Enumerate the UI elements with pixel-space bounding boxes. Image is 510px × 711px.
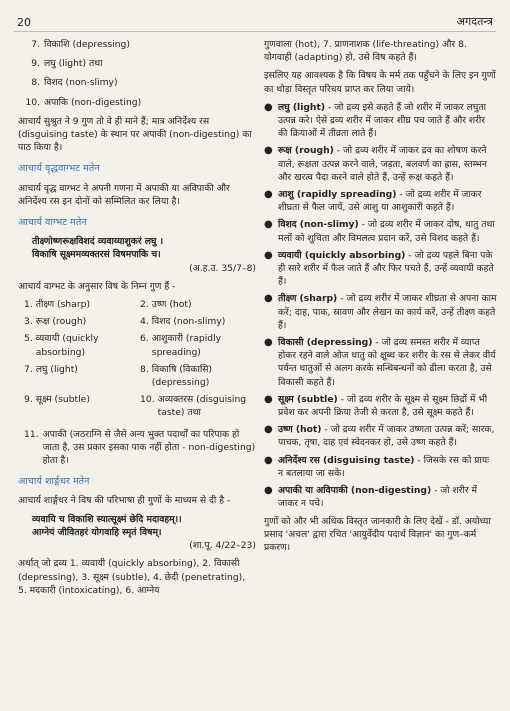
bullet-desc: - जो द्रव्य शरीर में जाकर द्रव का शोषण करने वाले, रूक्षता उत्पन्न करने वाले, जड़ता, बलवर्ण का ह्रास, स्तम्भन और खरत्व पैदा करने वाले होते हैं, उन्हें रूक्ष कहते हैं। <box>278 145 487 183</box>
grid-item <box>24 363 140 389</box>
bullet-item <box>264 101 497 141</box>
grid-item <box>24 315 140 328</box>
item-number: 9. <box>31 58 40 70</box>
item-text: उष्ण (hot) <box>151 299 192 311</box>
bullet-icon: ● <box>264 145 273 157</box>
bullet-term: अनिर्देश्य रस (disguising taste) <box>278 454 415 466</box>
bullet-term: आशु (rapidly spreading) <box>278 189 397 201</box>
bullet-item <box>264 393 497 419</box>
item-number: 8. <box>140 363 149 375</box>
grid-item <box>140 393 256 419</box>
item-number: 2. <box>140 299 149 311</box>
section-heading: आचार्य वाग्भट मतेन <box>18 217 87 229</box>
book-title: अगदतन्त्र <box>456 15 493 28</box>
item-text: विशद (non-slimy) <box>44 77 118 89</box>
page-header <box>0 0 510 34</box>
item-number: 10. <box>140 394 155 406</box>
paragraph-intro: इसलिए यह आवश्यक है कि विषय के मर्म तक पहुँचने के लिए इन गुणों का थोड़ा विस्तृत परिचय प्राप्त कर लिया जाये। <box>264 70 496 95</box>
bullet-icon: ● <box>264 293 273 305</box>
bullet-term: रूक्ष (rough) <box>278 145 334 157</box>
bullet-icon: ● <box>264 337 273 349</box>
bullet-item <box>264 423 497 449</box>
list-item <box>18 57 256 70</box>
item-text: आशुकारी (rapidly spreading) <box>151 333 222 358</box>
verse-reference: (अ.ह.उ. 35/7–8) <box>189 262 256 274</box>
item-number: 8. <box>31 77 40 89</box>
list-item <box>18 76 256 89</box>
item-number: 9. <box>24 394 33 406</box>
bullet-desc: - जो द्रव्य शरीर में जाकर शीघ्रता से फैल जायें, उसे आशु या आशुकारी कहते हैं। <box>278 189 482 214</box>
bullet-desc: - जो द्रव्य शरीर में जाकर उष्णता उत्पन्न करें; सारक, पाचक, तृषा, दाह एवं स्वेदनकर हो, उसे उष्ण कहते हैं। <box>278 424 495 449</box>
bullet-item <box>264 484 497 510</box>
verse-line: व्यवायि च विकाशि स्यात्सूक्ष्मं छेदि मदावहम्।। <box>32 513 182 525</box>
item-number: 5. <box>24 333 33 345</box>
verse-reference: (शा.पू. 4/22–23) <box>189 540 256 552</box>
verse-line: तीक्ष्णोष्णरूक्षविशदं व्यवाय्याशुकरं लघु । <box>32 236 164 248</box>
item-number: 7. <box>31 39 40 50</box>
bullet-item <box>264 336 497 389</box>
verse-line: आग्नेयं जीवितहरं योगवाहि स्मृतं विषम्। <box>32 526 162 538</box>
bullet-desc: - जो द्रव्य शरीर में जाकर शीघ्रता से अपना काम करें; दाह, पाक, स्रावण और लेखन का कार्य करें, उन्हें तीक्ष्ण कहते हैं। <box>278 293 497 331</box>
bullet-desc: - जो द्रव्य शरीर में जाकर दोष, धातु तथा मलों को शुचिता और विमलत्व प्रदान करें, उसे विशद कहते हैं। <box>278 219 495 244</box>
item-number: 7. <box>24 363 33 375</box>
bullet-desc: - जो शरीर में जाकर न पचे। <box>278 485 478 510</box>
item-number: 3. <box>24 316 33 328</box>
item-number: 11. <box>24 428 39 440</box>
section-heading: आचार्य वृद्धवाग्भट मतेन <box>18 163 100 175</box>
left-column <box>18 38 256 602</box>
qualities-bullets <box>264 101 497 511</box>
paragraph-vagbhata: आचार्य वाग्भट के अनुसार विष के निम्न गुण हैं - <box>18 280 176 292</box>
bullet-item <box>264 218 497 244</box>
bullet-item <box>264 292 497 332</box>
bullet-term: सूक्ष्म (subtle) <box>278 393 338 405</box>
bullet-icon: ● <box>264 101 273 113</box>
bullet-desc: - जो द्रव्य शरीर के सूक्ष्म से सूक्ष्म छिद्रों में भी प्रवेश कर अपनी क्रिया तेजी से करता है, उसे सूक्ष्म कहते हैं। <box>278 393 488 419</box>
bullet-term: विशद (non-slimy) <box>278 219 359 231</box>
header-rule <box>14 31 496 32</box>
item-number: 1. <box>24 299 33 311</box>
item-text: अपाकि (non-digesting) <box>44 96 142 108</box>
bullet-icon: ● <box>264 189 273 201</box>
bullet-desc: - जिसके रस को प्रायः न बतलाया जा सके। <box>278 454 490 479</box>
grid-item <box>24 298 140 311</box>
item-text: लघु (light) <box>35 363 78 375</box>
item-text: रूक्ष (rough) <box>35 316 87 328</box>
item-text: विशद (non-slimy) <box>151 316 226 328</box>
bullet-icon: ● <box>264 424 273 436</box>
paragraph-meaning: अर्थात् जो द्रव्य 1. व्यवायी (quickly absorbing), 2. विकासी (depressing), 3. सूक्ष्म (subtle), 4. छेदी (penetrating), 5. मदकारी (intoxicating), 6. आग्नेय <box>18 558 246 596</box>
bullet-term: उष्ण (hot) <box>278 424 322 436</box>
bullet-desc: - जो द्रव्य समस्त शरीर में व्याप्त होकर रहने वाले ओज धातु को क्षुब्ध कर शरीर के रस से लेकर वीर्य पर्यन्त धातुओं से अलग करके सन्धिबन्धनों को ढीला करता है, उसे विकासी कहते हैं। <box>278 337 496 388</box>
paragraph-vriddha-vagbhata: आचार्य वृद्ध वाग्भट ने अपनी गणना में अपाकी या अविपाकी और अनिर्देश्य रस इन दोनों को सम्मिलित कर लिया है। <box>18 182 230 207</box>
item-number: 6. <box>140 333 149 345</box>
item-text: सूक्ष्म (subtle) <box>35 394 90 406</box>
bullet-icon: ● <box>264 249 273 261</box>
grid-item <box>140 363 256 389</box>
grid-item <box>140 298 256 311</box>
item-number: 10. <box>25 96 40 108</box>
grid-item <box>24 393 140 419</box>
bullet-term: लघु (light) <box>278 101 326 113</box>
item-text: लघु (light) तथा <box>44 58 103 70</box>
bullet-term: अपाकी या अविपाकी (non-digesting) <box>278 485 432 497</box>
grid-item <box>140 332 256 358</box>
item-text: तीक्ष्ण (sharp) <box>35 299 91 311</box>
bullet-icon: ● <box>264 454 273 466</box>
bullet-icon: ● <box>264 485 273 497</box>
bullet-term: तीक्ष्ण (sharp) <box>278 293 338 305</box>
bullet-item <box>264 454 497 480</box>
item-text: अपाकी (जठराग्नि से जैसे अन्य भुक्त पदार्थों का परिपाक हो जाता है, उस प्रकार इसका पाक नहीं होता - non-digesting) होता है। <box>42 428 256 467</box>
page-number: 20 <box>17 16 31 29</box>
grid-item <box>140 315 256 328</box>
bullet-item <box>264 249 497 289</box>
list-item <box>18 38 256 51</box>
list-item <box>18 96 256 109</box>
bullet-icon: ● <box>264 219 273 231</box>
bullet-term: व्यवायी (quickly absorbing) <box>278 249 406 261</box>
item-text: व्यवायी (quickly absorbing) <box>35 333 99 358</box>
paragraph-sushruta: आचार्य सुश्रुत ने 9 गुण तो वे ही माने हैं; मात्र अनिर्देश्य रस (disguising taste) के स्थान पर अपाकी (non-digesting) का पाठ किया है। <box>18 115 252 154</box>
bullet-icon: ● <box>264 393 273 405</box>
item-text: अव्यक्तरस (disguising taste) तथा <box>157 394 247 419</box>
list-item <box>24 428 256 468</box>
list-continued <box>18 38 256 109</box>
grid-item <box>24 332 140 358</box>
item-text: विकाषि (विकासि) (depressing) <box>151 363 212 389</box>
bullet-term: विकासी (depressing) <box>278 337 373 349</box>
bullet-item <box>264 188 497 214</box>
right-column <box>264 38 497 559</box>
item-number: 4. <box>140 316 149 328</box>
bullet-desc: - जो द्रव्य इसे कहते हैं जो शरीर में जाकर लघुता उत्पन्न करे। ऐसे द्रव्य शरीर में जाकर शीघ्र पच जाते हैं और शरीर की क्रियाओं में तीव्रता लाते हैं। <box>278 101 486 140</box>
bullet-item <box>264 144 497 184</box>
verse-line: विकाषि सूक्ष्ममव्यक्तरसं विषमपाकि च। <box>32 249 161 261</box>
bullet-desc: - जो द्रव्य पहले बिना पके ही सारे शरीर में फैल जाते हैं और फिर पचते हैं, उन्हें व्यवायी कहते हैं। <box>278 249 494 288</box>
item-text: विकाशि (depressing) <box>44 39 130 50</box>
paragraph-continued: गुणवाला (hot), 7. प्राणनाशक (life-threating) और 8. योगवाही (adapting) हो, उसे विष कहते हैं। <box>264 39 467 64</box>
qualities-grid <box>24 298 256 424</box>
paragraph-sharngadhara: आचार्य शार्ङ्गधर ने विष की परिभाषा ही गुणों के माध्यम से दी है - <box>18 495 231 507</box>
paragraph-closing: गुणों को और भी अधिक विस्तृत जानकारी के लिए देखें - डॉ. अयोध्या प्रसाद 'अचल' द्वारा रचित 'आयुर्वेदीय पदार्थ विज्ञान' का गुण–कर्म प्रकरण। <box>264 515 491 553</box>
section-heading: आचार्य शार्ङ्गधर मतेन <box>18 476 90 488</box>
